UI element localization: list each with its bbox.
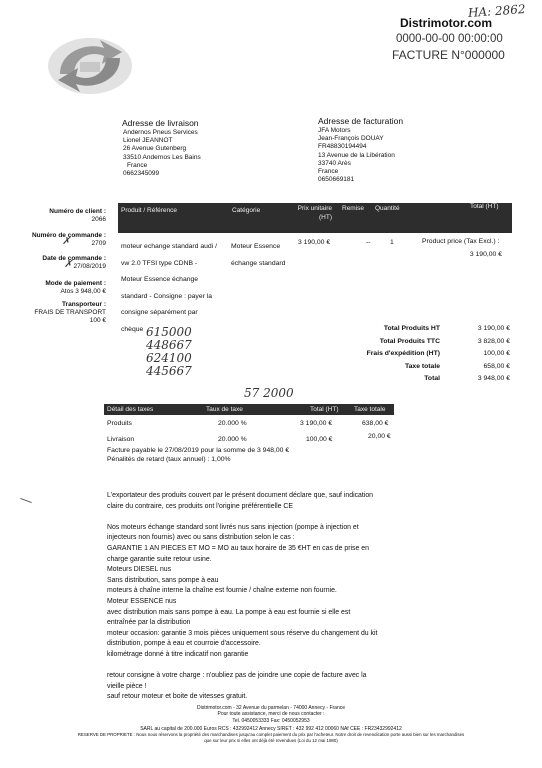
handwritten-number: 615000 xyxy=(146,325,192,339)
note-line xyxy=(107,661,377,672)
tax-row-total-ht: 100,00 € xyxy=(306,436,333,443)
note-line: vieille pièce ! xyxy=(107,682,147,690)
col-header-category: Catégorie xyxy=(232,207,261,214)
note-line: avec distribution mais sans pompe à eau. La pompe à eau est fournie si elle est xyxy=(107,608,351,616)
total-value: 3 948,00 € xyxy=(477,375,510,383)
product-unit-price: 3 190,00 € xyxy=(298,239,331,246)
total-row xyxy=(330,325,510,338)
total-row xyxy=(330,363,510,376)
tax-header-total-ht: Total (HT) xyxy=(310,406,339,413)
product-price-label: Product price (Tax Excl.) : xyxy=(422,238,500,245)
tax-row-rate: 20.000 % xyxy=(218,420,247,427)
delivery-line: 26 Avenue Gutenberg xyxy=(123,145,187,153)
handwritten-reference: HA: 2862 xyxy=(467,2,526,20)
total-row xyxy=(330,350,510,363)
delivery-line: Andernos Pneus Services xyxy=(123,129,198,136)
note-line: charge garantie suite retour usine. xyxy=(107,555,212,563)
total-row xyxy=(330,338,510,351)
description-line: Moteur Essence échange xyxy=(121,276,199,283)
col-header-qty: Quantité xyxy=(375,205,400,212)
col-header-discount: Remise xyxy=(342,205,365,212)
billing-line: FR48830194494 xyxy=(318,143,367,151)
client-number-label: Numéro de client : xyxy=(49,208,106,215)
footer xyxy=(0,705,542,745)
tax-row-total-ht: 3 190,00 € xyxy=(300,420,333,427)
handwritten-number: 624100 xyxy=(146,351,192,365)
delivery-line: France xyxy=(127,161,148,169)
product-price-value: 3 190,00 € xyxy=(469,251,502,258)
footer-line: Tel. 0450053333 Fax: 0450052953 xyxy=(232,717,310,724)
carrier-amount: 100 € xyxy=(89,317,106,324)
tax-header-tax-total: Taxe totale xyxy=(354,406,386,413)
handwritten-check-mark: ✗ xyxy=(62,236,71,247)
note-line: L'exportateur des produits couvert par le présent document déclare que, sauf indication xyxy=(107,492,373,499)
tax-row-detail: Produits xyxy=(107,420,132,427)
note-line: retour consigne à votre charge : n'oubliez pas de joindre une copie de facture avec la xyxy=(107,672,367,680)
description-line: chèque xyxy=(121,325,144,333)
tax-row-tax-total: 20,00 € xyxy=(368,433,391,440)
footer-line: SARL au capital de 200.000 Euros RCS : 432992412 Annecy SIRET : 432 992 412 00060 NAf CEE : FR23432992412 xyxy=(140,725,402,732)
note-line: moteurs à chaîne interne la chaîne est fournie / chaîne externe non fournie. xyxy=(107,587,337,595)
footer-line: que sur leur prix si elles ont déjà été revendues (Loi du 12 mai 1980) xyxy=(204,738,338,744)
description-line: consigne séparément par xyxy=(121,309,198,316)
note-line: injecteurs non fournis) avec ou sans distribution selon le cas : xyxy=(107,534,295,542)
total-value: 3 828,00 € xyxy=(477,337,510,345)
total-label: Total Produits HT xyxy=(383,325,440,332)
note-line: Moteur ESSENCE nus xyxy=(107,597,177,605)
total-label: Total xyxy=(424,375,440,383)
payment-terms xyxy=(107,447,289,464)
col-header-product: Produit / Référence xyxy=(121,207,178,214)
product-category xyxy=(231,239,285,272)
billing-line: France xyxy=(318,168,339,176)
note-line: distribution, pompe à eau et courroie d'accessoire. xyxy=(107,640,261,648)
order-number-label: Numéro de commande : xyxy=(31,232,106,239)
carrier-label: Transporteur : xyxy=(61,301,106,308)
product-description xyxy=(121,239,217,338)
billing-line: Jean-François DOUAY xyxy=(318,135,384,143)
tax-header-rate: Taux de taxe xyxy=(206,406,243,413)
order-date-value: 27/08/2019 xyxy=(73,263,106,270)
total-value: 3 190,00 € xyxy=(477,325,510,332)
note-line: GARANTIE 1 AN PIECES ET MO = MO au taux horaire de 35 €HT en cas de prise en xyxy=(107,544,369,552)
totals-block xyxy=(330,325,510,388)
payment-terms-line: Pénalités de retard (taux annuel) : 1,00% xyxy=(107,455,231,463)
col-header-total: Total (HT) xyxy=(470,203,499,210)
description-line: moteur echange standard audi / xyxy=(121,243,217,250)
total-value: 100,00 € xyxy=(483,350,510,358)
total-label: Taxe totale xyxy=(404,362,440,370)
tax-row-rate: 20.000 % xyxy=(218,436,247,443)
total-label: Total Produits TTC xyxy=(379,337,440,345)
order-number-value: 2709 xyxy=(91,240,106,247)
margin-mark xyxy=(20,498,32,503)
note-line: claire du contraire, ces produits ont l'origine préférentielle CE xyxy=(107,502,293,510)
delivery-address xyxy=(123,129,201,178)
delivery-title: Adresse de livraison xyxy=(122,118,199,128)
description-line: standard - Consigne : payer la xyxy=(121,292,213,300)
order-date-label: Date de commande : xyxy=(42,255,106,262)
billing-line: JFA Motors xyxy=(318,127,351,134)
product-qty: 1 xyxy=(390,239,394,246)
payment-method-value: Atos 3 948,00 € xyxy=(60,288,106,295)
carrier-value: FRAIS DE TRANSPORT xyxy=(34,309,106,316)
note-line xyxy=(107,512,377,523)
note-line: sauf retour moteur et boite de vitesses gratuit. xyxy=(107,693,248,701)
footer-line: Pour toute assistance, merci de nous contacter : xyxy=(217,711,325,718)
billing-line: 13 Avenue de la Libération xyxy=(318,151,395,159)
handwritten-number: 445667 xyxy=(146,364,192,378)
note-line: Sans distribution, sans pompe à eau xyxy=(107,576,219,584)
billing-line: 33740 Arès xyxy=(318,159,351,167)
tax-header-detail: Détail des taxes xyxy=(107,406,154,413)
total-row xyxy=(330,375,510,388)
billing-address xyxy=(318,127,395,184)
invoice-number: FACTURE N°000000 xyxy=(392,48,505,62)
delivery-line: Lionel JEANNOT xyxy=(123,137,173,145)
category-line: échange standard xyxy=(231,259,286,267)
tax-row-tax-total: 638,00 € xyxy=(362,420,389,427)
handwritten-number: 448667 xyxy=(146,338,192,352)
handwritten-sum: 57 2000 xyxy=(244,386,294,400)
note-line: moteur occasion: garantie 3 mois pièces uniquement sous réserve du changement du kit xyxy=(107,629,378,637)
footer-line: RESERVE DE PROPRIETE : Nous nous réservons la propriété des marchandises jusqu'au complet paiement du prix par l'acheteur. Notre droit de revendication porte aussi bien sur les marchandises xyxy=(77,732,465,738)
delivery-line: 33510 Andernos Les Bains xyxy=(123,153,201,161)
handwritten-check-mark: ✗ xyxy=(64,259,73,270)
col-header-unit-price: Prix unitaire (HT) xyxy=(297,205,332,221)
category-line: Moteur Essence xyxy=(231,243,281,250)
client-number-value: 2066 xyxy=(91,216,106,223)
note-line: Moteurs DIESEL nus xyxy=(107,566,172,574)
billing-line: 0650669181 xyxy=(318,176,355,184)
note-line: entraînée par la distribution xyxy=(107,619,191,627)
handwritten-calculations xyxy=(146,326,192,378)
total-label: Frais d'expédition (HT) xyxy=(366,350,440,358)
note-line: kilométrage donné à titre indicatif non garantie xyxy=(107,650,249,658)
brand-name: Distrimotor.com xyxy=(400,16,493,30)
payment-method-label: Mode de paiement : xyxy=(45,280,106,287)
header-datetime: 0000-00-00 00:00:00 xyxy=(396,33,503,45)
total-value: 658,00 € xyxy=(483,362,510,370)
payment-terms-line: Facture payable le 27/08/2019 pour la somme de 3 948,00 € xyxy=(107,447,290,454)
description-line: vw 2.0 TFSI type CDNB - xyxy=(121,259,198,267)
billing-title: Adresse de facturation xyxy=(318,116,404,126)
legal-notes xyxy=(107,491,377,703)
delivery-line: 0662345099 xyxy=(123,170,160,178)
footer-line: Distrimotor.com - 32 Avenue du parmelan - 74000 Annecy - France xyxy=(196,705,346,711)
note-line: Nos moteurs échange standard sont livrés nus sans injection (pompe à injection et xyxy=(107,523,359,531)
tax-row-detail: Livraison xyxy=(107,436,135,443)
product-discount: -- xyxy=(366,239,371,246)
logo-recycle-icon xyxy=(40,30,140,100)
